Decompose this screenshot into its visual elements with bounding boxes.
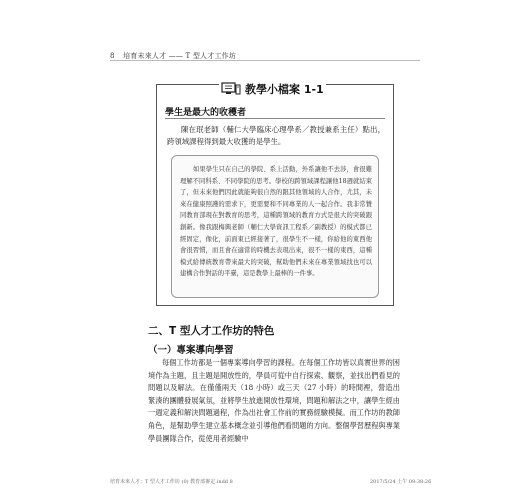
quote-box	[171, 155, 379, 298]
subsection-title: （一）專案導向學習	[148, 345, 234, 356]
running-title: 培育未來人才 —— T 型人才工作坊	[123, 52, 237, 60]
quote-text: 如果學生只在自己的學院、系上活動，外系讓他不去涉，會很難理解不同科系、不同學院的思考。學校的跨領域課程讓他18週就結束了，但未來他們因此就能夠很自然的跟其他領域的人合作，尤其，未來在健康照護的需求下，更需要和不同專業的人一起合作。我非常贊同教育部現在對教育的思考，這種跨領域的教育方式是很大的突破跟創新。像我跟梅興老師（輔仁大學資訊工程系／副教授）的模式都已經固定，像化，前面東已經接著了，很學生不一樣，你給他的東西他會很習慣，而且會在適當的時機去表現出來，很不一樣的東西，這種模式給傳統教育帶來最大的突破，幫助他們未來在專業領域找也可以建構合作對話的平臺，這是教學上最棒的一件事。	[180, 166, 372, 278]
header-rule	[110, 60, 420, 61]
page-number: 8	[110, 52, 115, 60]
computer-icon	[221, 82, 241, 96]
footer-file-info: 培育未來人才：T 型人才工作坊 (0) 教育部審定.indd 8	[110, 479, 233, 485]
section-title: 二、T 型人才工作坊的特色	[148, 325, 275, 337]
case-heading: 學生是最大的收穫者	[165, 108, 247, 118]
section-body-text: 每個工作坊都是一個專案導向學習的課程。在每個工作坊皆以真實世界的困境作為主題，且主題是開放性的，學員可從中自行探索、觀察，並找出們看見的問題以及解法。在僅僅兩天（18 小時）或三天（27 小時）的時間裡，營造出緊湊的團體發展氣氛，並將學生放進開放性環境，問題和解法之中，讓學生經由一週定義和解決問題過程，作為出社會工作前的實務經驗模擬。而工作坊的教師角色，是幫助學生建立基本概念並引導他們看問題的方向。整個學習歷程與專業學員團隊合作，從使用者經驗中	[148, 358, 400, 443]
teaching-case-box	[156, 84, 394, 306]
case-box-tab	[219, 79, 326, 99]
case-intro: 陳在珉老師（輔仁大學臨床心理學系／教授兼系主任）點出，跨領域課程得到最大收獲的是學生。	[167, 125, 385, 146]
case-heading-rule	[165, 118, 385, 119]
case-box-title: 教學小檔案 1-1	[245, 83, 324, 96]
footer-timestamp: 2017/5/24 上午 09:38:26	[370, 479, 432, 485]
